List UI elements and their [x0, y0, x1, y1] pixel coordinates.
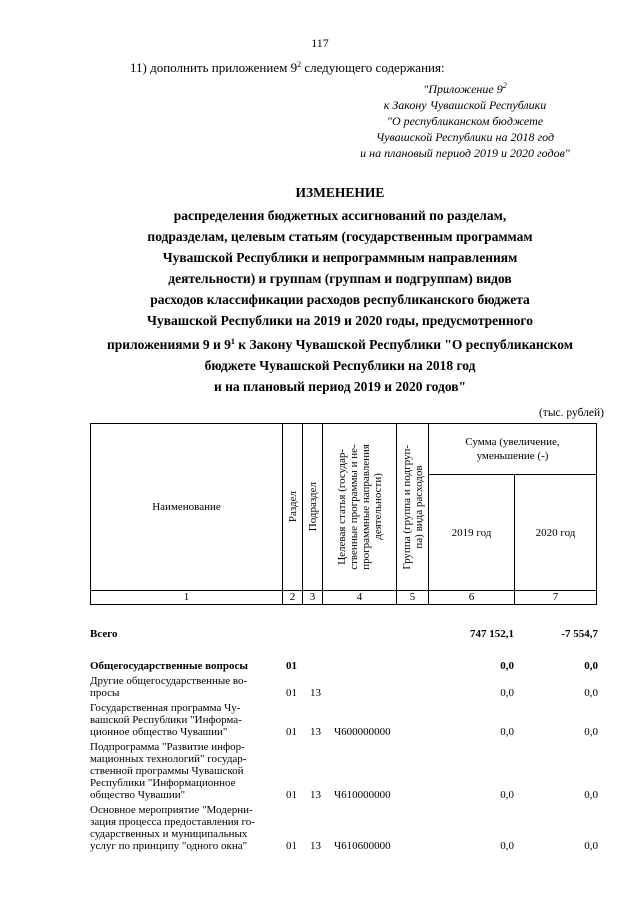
- heading-superscript: 1: [230, 337, 235, 346]
- header-podrazdel-cell: [303, 424, 323, 591]
- row-name-line: общество Чувашии": [90, 789, 186, 801]
- row-razdel: 01: [286, 840, 297, 852]
- row-razdel: 01: [286, 660, 297, 672]
- row-name-line: просы: [90, 687, 120, 699]
- row-podrazdel: 13: [310, 687, 321, 699]
- row-name-line: Всего: [90, 628, 118, 640]
- table-row: [90, 628, 610, 640]
- header-cs-line: ственные программы и не-: [347, 444, 360, 570]
- row-value-2019: 0,0: [500, 726, 514, 738]
- row-razdel: 01: [286, 726, 297, 738]
- annex-line-3: "О республиканском бюджете: [386, 114, 544, 128]
- column-number: 4: [323, 591, 397, 605]
- heading-line: распределения бюджетных ассигнований по разделам,: [173, 208, 507, 223]
- budget-rows: [90, 628, 610, 852]
- row-podrazdel: 13: [310, 840, 321, 852]
- row-value-2020: 0,0: [584, 687, 598, 699]
- row-value-2020: 0,0: [584, 726, 598, 738]
- column-number: 3: [303, 591, 323, 605]
- heading-line: бюджете Чувашской Республики на 2018 год: [204, 358, 476, 373]
- table-row: [90, 741, 610, 801]
- row-razdel: 01: [286, 789, 297, 801]
- row-podrazdel: 13: [310, 789, 321, 801]
- column-number: 1: [91, 591, 283, 605]
- row-name-line: мационных технологий" государ-: [90, 753, 247, 765]
- row-target-article: Ч610000000: [334, 789, 391, 801]
- row-value-2019: 747 152,1: [470, 628, 514, 640]
- header-cs-cell: [323, 424, 397, 591]
- annex-title: "Приложение 9: [423, 82, 503, 96]
- row-value-2019: 0,0: [500, 660, 514, 672]
- budget-table-header: [90, 423, 597, 605]
- row-name: [90, 628, 280, 640]
- column-numbers-row: [91, 591, 597, 605]
- header-razdel: Раздел: [286, 491, 299, 523]
- row-value-2020: 0,0: [584, 789, 598, 801]
- table-row: [90, 675, 610, 699]
- row-name-line: Основное мероприятие "Модерни-: [90, 804, 253, 816]
- intro-superscript: 2: [297, 60, 302, 69]
- row-value-2019: 0,0: [500, 840, 514, 852]
- row-name-line: ционное общество Чувашии": [90, 726, 228, 738]
- header-sum-line: Сумма (увеличение,: [465, 436, 560, 448]
- heading-line-7-start: приложениями 9 и 9: [107, 337, 231, 352]
- header-2020: 2020 год: [515, 475, 597, 591]
- row-value-2020: 0,0: [584, 840, 598, 852]
- row-value-2020: -7 554,7: [561, 628, 598, 640]
- row-name: [90, 675, 280, 699]
- header-razdel-cell: [283, 424, 303, 591]
- heading-line: деятельности) и группам (группам и подгруппам) видов: [168, 271, 512, 286]
- row-name-line: вашской Республики "Информа-: [90, 714, 242, 726]
- row-name-line: ственной программы Чувашской: [90, 765, 244, 777]
- heading-line: [60, 331, 620, 355]
- row-value-2019: 0,0: [500, 687, 514, 699]
- row-name-line: услуг по принципу "одного окна": [90, 840, 248, 852]
- annex-superscript: 2: [502, 81, 507, 90]
- row-name-line: Другие общегосударственные во-: [90, 675, 248, 687]
- annex-reference: [300, 78, 630, 161]
- annex-line-1: [300, 78, 630, 97]
- table-row: [90, 702, 610, 738]
- row-target-article: Ч610600000: [334, 840, 391, 852]
- annex-line-5: и на плановый период 2019 и 2020 годов": [360, 146, 570, 160]
- row-name-line: Государственная программа Чу-: [90, 702, 241, 714]
- heading-title: ИЗМЕНЕНИЕ: [295, 185, 385, 200]
- header-vr-cell: [397, 424, 429, 591]
- row-razdel: 01: [286, 687, 297, 699]
- units-label: (тыс. рублей): [538, 407, 604, 419]
- header-sum: [429, 424, 597, 475]
- header-podrazdel: Подраздел: [306, 482, 319, 532]
- annex-line-2: к Закону Чувашской Республики: [383, 98, 547, 112]
- header-cs-line: Целевая статья (государ-: [335, 449, 348, 565]
- row-name: [90, 741, 280, 801]
- column-number: 6: [429, 591, 515, 605]
- intro-text-end: следующего содержания:: [301, 60, 445, 75]
- header-cs-line: программные направления: [359, 444, 372, 570]
- heading-line: подразделам, целевым статьям (государственным программам: [147, 229, 533, 244]
- heading-line: и на плановый период 2019 и 2020 годов": [213, 379, 467, 394]
- header-vr-line: Группа (группа и подгруп-: [400, 444, 413, 570]
- row-value-2020: 0,0: [584, 660, 598, 672]
- column-number: 5: [397, 591, 429, 605]
- row-name-line: Подпрограмма "Развитие инфор-: [90, 741, 245, 753]
- heading-line: расходов классификации расходов республиканского бюджета: [150, 292, 530, 307]
- heading-line: Чувашской Республики на 2019 и 2020 годы, предусмотренного: [147, 313, 533, 328]
- row-target-article: Ч600000000: [334, 726, 391, 738]
- document-heading: [60, 182, 620, 397]
- header-cs: [336, 444, 384, 570]
- row-name: [90, 702, 280, 738]
- header-sum-line: уменьшение (-): [476, 450, 549, 462]
- row-value-2019: 0,0: [500, 789, 514, 801]
- table-row: [90, 660, 610, 672]
- row-name-line: зация процесса предоставления го-: [90, 816, 255, 828]
- intro-line: [130, 60, 445, 76]
- header-name: Наименование: [91, 424, 283, 591]
- row-name-line: Республики "Информационное: [90, 777, 236, 789]
- header-cs-line: деятельности): [371, 473, 384, 541]
- row-podrazdel: 13: [310, 726, 321, 738]
- row-name: [90, 804, 280, 852]
- row-name: [90, 660, 280, 672]
- heading-line: Чувашской Республики и непрограммным направлениям: [162, 250, 518, 265]
- row-name-line: сударственных и муниципальных: [90, 828, 248, 840]
- table-row: [90, 804, 610, 852]
- annex-line-4: Чувашской Республики на 2018 год: [375, 130, 555, 144]
- column-number: 7: [515, 591, 597, 605]
- row-name-line: Общегосударственные вопросы: [90, 660, 248, 672]
- heading-line-7-end: к Закону Чувашской Республики "О республиканском: [234, 337, 573, 352]
- header-vr: [401, 445, 425, 570]
- column-number: 2: [283, 591, 303, 605]
- header-2019: 2019 год: [429, 475, 515, 591]
- header-vr-line: па) вида расходов: [412, 465, 425, 549]
- page-number: 117: [311, 36, 329, 50]
- intro-text: 11) дополнить приложением 9: [130, 60, 298, 75]
